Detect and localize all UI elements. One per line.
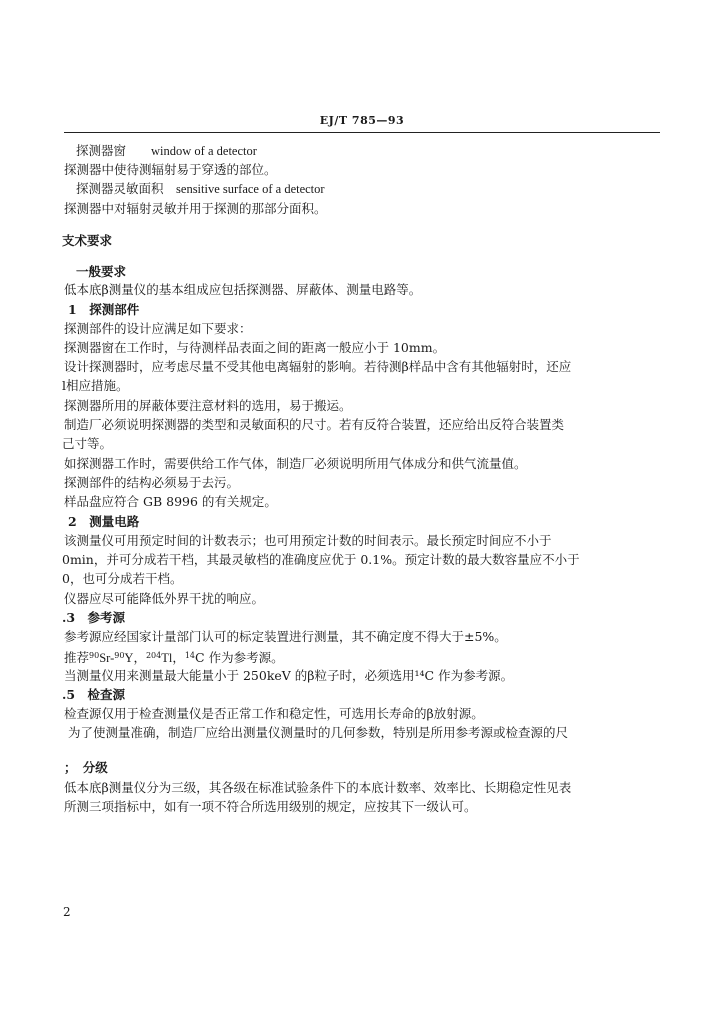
definition-sensitive-surface: 探测器中对辐射灵敏并用于探测的那部分面积。 xyxy=(64,201,327,216)
paragraph-line: 当测量仪用来测量最大能量小于 250keV 的β粒子时，必须选用¹⁴C 作为参考源。 xyxy=(64,668,514,683)
paragraph-line: 0，也可分成若干档。 xyxy=(62,571,183,586)
standard-code-header: EJ/T 785—93 xyxy=(319,114,405,127)
paragraph-line: 制造厂必须说明探测器的类型和灵敏面积的尺寸。若有反符合装置，还应给出反符合装置类 xyxy=(64,417,565,432)
paragraph-line: 为了使测量准确，制造厂应给出测量仪测量时的几何参数，特别是所用参考源或检查源的尺 xyxy=(68,725,569,740)
paragraph-line: 所测三项指标中，如有一项不符合所选用级别的规定，应按其下一级认可。 xyxy=(64,799,477,814)
subsection-general-requirements: 一般要求 xyxy=(76,264,127,279)
paragraph-line: 样品盘应符合 GB 8996 的有关规定。 xyxy=(64,494,277,509)
clause-heading-check-source: .5 检查源 xyxy=(62,687,126,702)
section-heading-technical-requirements: 支术要求 xyxy=(62,233,113,248)
paragraph-line: 设计探测器时，应考虑尽量不受其他电离辐射的影响。若待测β样品中含有其他辐射时，还应 xyxy=(64,359,572,374)
paragraph-line: 如探测器工作时，需要供给工作气体，制造厂必须说明所用气体成分和供气流量值。 xyxy=(64,456,527,471)
paragraph-line: 参考源应经国家计量部门认可的标定装置进行测量，其不确定度不得大于±5%。 xyxy=(64,629,507,644)
paragraph-line: 己寸等。 xyxy=(62,436,113,451)
paragraph-line: 检查源仅用于检查测量仪是否正常工作和稳定性，可选用长寿命的β放射源。 xyxy=(64,706,484,721)
section-heading-classification: ； 分级 xyxy=(64,760,108,775)
term-sensitive-surface: 探测器灵敏面积 sensitive surface of a detector xyxy=(76,181,325,196)
definition-detector-window: 探测器中使待测辐射易于穿透的部位。 xyxy=(64,162,277,177)
clause-heading-measuring-circuit: 2 测量电路 xyxy=(68,514,140,529)
paragraph-line: 0min，并可分成若干档，其最灵敏档的准确度应优于 0.1%。预定计数的最大数容量应不小于 xyxy=(62,552,580,567)
paragraph-line: l相应措施。 xyxy=(62,378,129,393)
paragraph-line: 探测器窗在工作时，与待测样品表面之间的距离一般应小于 10mm。 xyxy=(64,340,446,355)
paragraph-line: 探测部件的结构必须易于去污。 xyxy=(64,475,240,490)
paragraph-line: 探测部件的设计应满足如下要求： xyxy=(64,321,252,336)
paragraph-line: 低本底β测量仪分为三级，其各级在标准试验条件下的本底计数率、效率比、长期稳定性见表 xyxy=(64,780,572,795)
clause-heading-detector-parts: 1 探测部件 xyxy=(68,302,140,317)
page-number: 2 xyxy=(63,905,71,919)
paragraph-line: 该测量仪可用预定时间的计数表示；也可用预定计数的时间表示。最长预定时间应不小于 xyxy=(64,533,552,548)
clause-heading-reference-source: .3 参考源 xyxy=(62,610,126,625)
header-rule xyxy=(64,132,660,133)
recommended-sources-line: 推荐$^{90}$Sr-$^{90}$Y，$^{204}$Tl，$^{14}$C 作为参考源。 xyxy=(64,650,284,665)
paragraph-line: 探测器所用的屏蔽体要注意材料的选用，易于搬运。 xyxy=(64,398,352,413)
paragraph-line: 仪器应尽可能降低外界干扰的响应。 xyxy=(64,591,265,606)
paragraph-line: 低本底β测量仪的基本组成应包括探测器、屏蔽体、测量电路等。 xyxy=(64,282,422,297)
term-detector-window: 探测器窗 window of a detector xyxy=(76,143,257,158)
